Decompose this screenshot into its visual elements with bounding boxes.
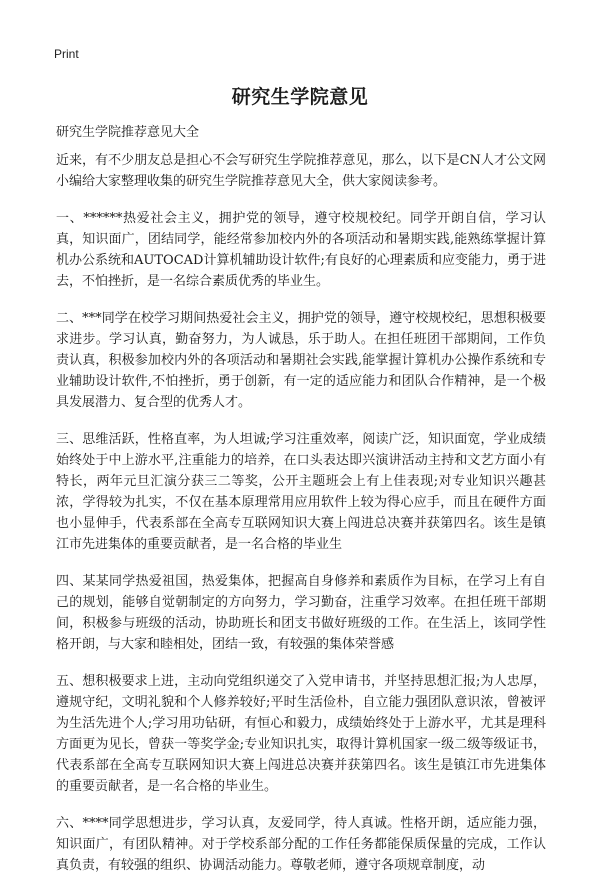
paragraph-intro: 近来，有不少朋友总是担心不会写研究生学院推荐意见，那么，以下是CN人才公文网小编给大家整理收集的研究生学院推荐意见大全，供大家阅读参考。 [56, 153, 546, 189]
article-subtitle: 研究生学院推荐意见大全 [56, 125, 200, 140]
paragraph-5: 五、想积极要求上进，主动向党组织递交了入党申请书，并坚持思想汇报;为人忠厚，遵规守纪，文明礼貌和个人修养较好;平时生活俭朴，自立能力强团队意识浓，曾被评为生活先进个人;学习用功钻研，有恒心和毅力，成绩始终处于上游水平，尤其是理科方面更为见长，曾获一等奖学金;专业知识扎实，取得计算机国家一级二级等级证书，代表系部在全高专互联网知识大赛上闯进总决赛并获第四名。该生是镇江市先进集体的重要贡献者，是一名合格的毕业生。 [56, 674, 546, 794]
print-link[interactable]: Print [54, 47, 79, 61]
paragraph-6: 六、****同学思想进步，学习认真，友爱同学，待人真诚。性格开朗，适应能力强，知识面广，有团队精神。对于学校系部分配的工作任务都能保质保量的完成，工作认真负责，有较强的组织、协调活动能力。尊敬老师，遵守各项规章制度，动 [56, 816, 546, 873]
page-title: 研究生学院意见 [231, 86, 369, 108]
article-body [56, 150, 546, 892]
paragraph-1: 一、******热爱社会主义，拥护党的领导，遵守校规校纪。同学开朗自信，学习认真，知识面广，团结同学，能经常参加校内外的各项活动和暑期实践,能熟练掌握计算机办公系统和AUTOCAD计算机辅助设计软件;有良好的心理素质和应变能力，勇于进去，不怕挫折，是一名综合素质优秀的毕业生。 [56, 211, 546, 289]
paragraph-4: 四、某某同学热爱祖国，热爱集体，把握高自身修养和素质作为目标，在学习上有自己的规划，能够自觉朝制定的方向努力，学习勤奋，注重学习效率。在担任班干部期间，积极参与班级的活动，协助班长和团支书做好班级的工作。在生活上，该同学性格开朗，与大家和睦相处，团结一致，有较强的集体荣誉感 [56, 574, 546, 652]
paragraph-3: 三、思维活跃，性格直率，为人坦诚;学习注重效率，阅读广泛，知识面宽，学业成绩始终处于中上游水平,注重能力的培养，在口头表达即兴演讲活动主持和文艺方面小有特长，两年元旦汇演分获三二等奖，公开主题班会上有上佳表现;对专业知识兴趣甚浓，学得较为扎实，不仅在基本原理常用应用软件上较为得心应手，而且在硬件方面也小显伸手，代表系部在全高专互联网知识大赛上闯进总决赛并获第四名。该生是镇江市先进集体的重要贡献者，是一名合格的毕业生 [56, 432, 546, 552]
paragraph-2: 二、***同学在校学习期间热爱社会主义，拥护党的领导，遵守校规校纪，思想积极要求进步。学习认真，勤奋努力，为人诚恳，乐于助人。在担任班团干部期间，工作负责认真，积极参加校内外的各项活动和暑期社会实践,能掌握计算机办公操作系统和专业辅助设计软件,不怕挫折，勇于创新，有一定的适应能力和团队合作精神，是一个极具发展潜力、复合型的优秀人才。 [56, 311, 546, 410]
